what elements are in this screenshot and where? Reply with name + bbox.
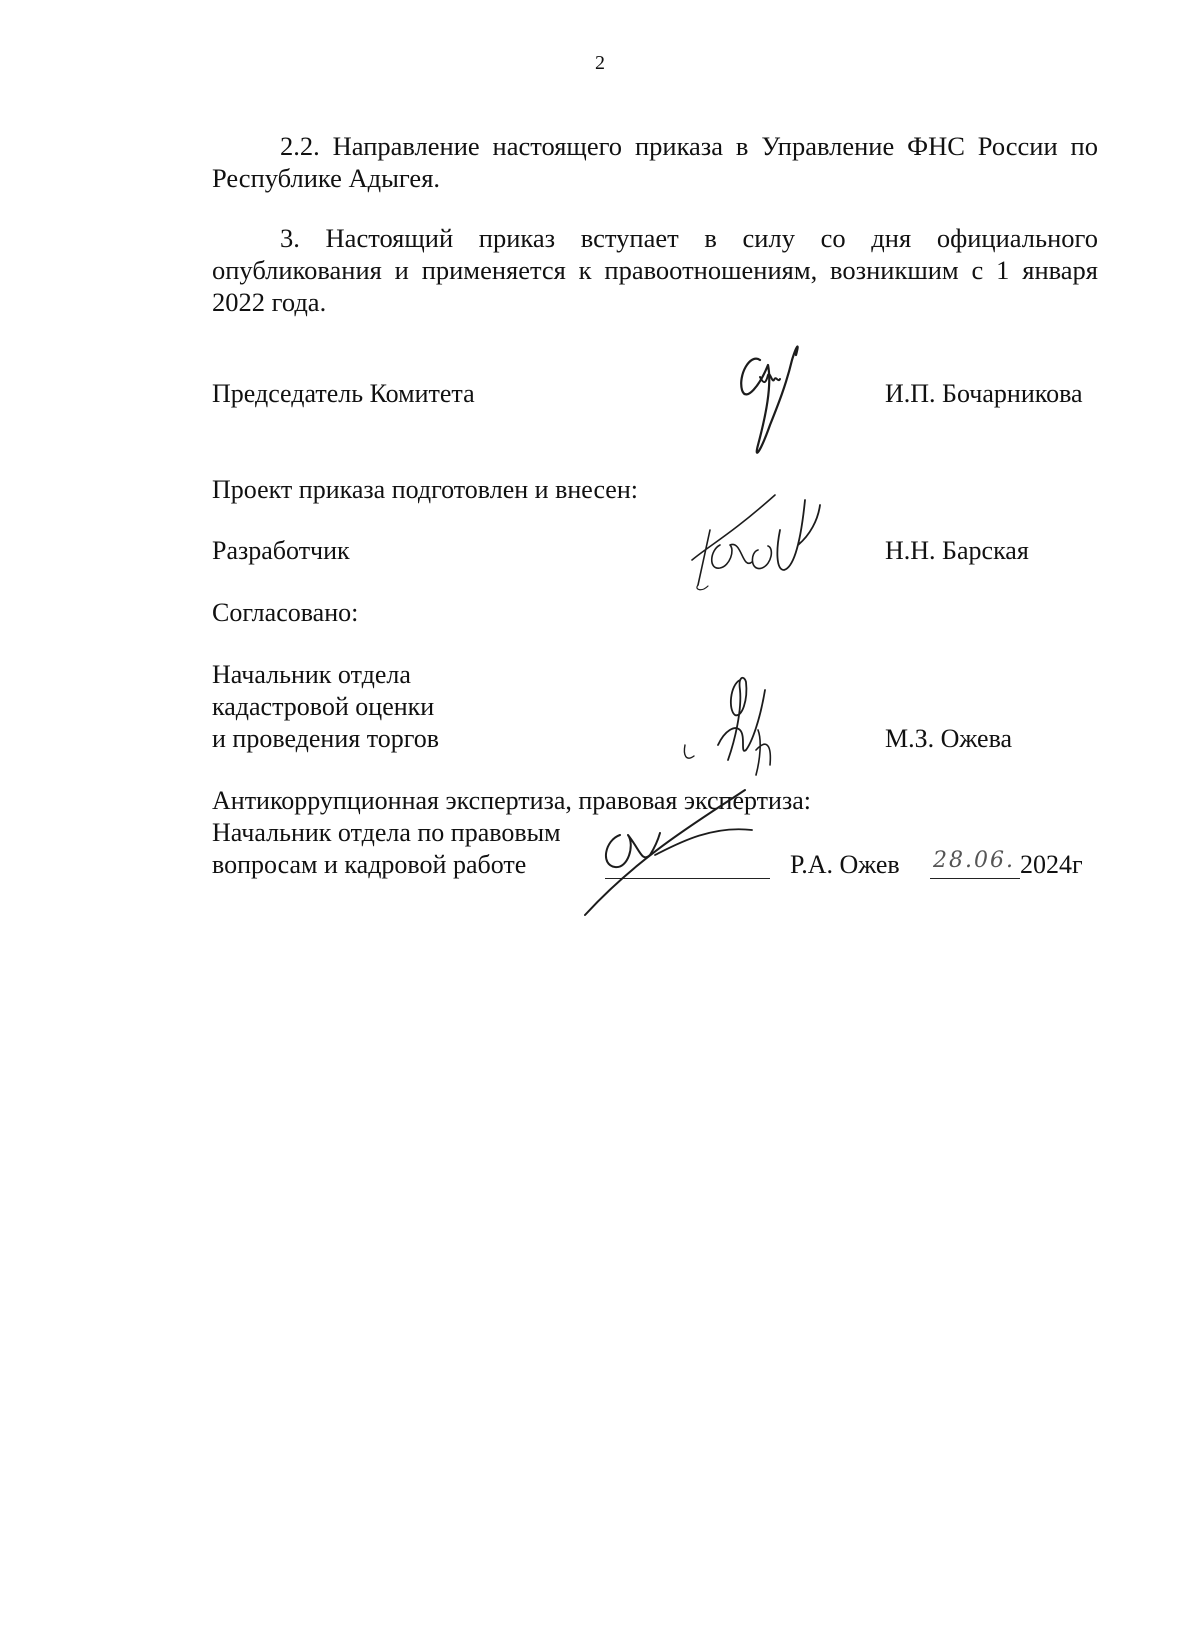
chairman-name: И.П. Бочарникова [885, 379, 1083, 408]
legal-title-line-1: Начальник отдела по правовым [212, 818, 561, 847]
date-line [930, 878, 1020, 879]
developer-signature [680, 490, 860, 600]
chairman-signature [720, 335, 830, 465]
paragraph-2-2: 2.2. Направление настоящего приказа в Управление ФНС России по Республике Адыгея. [212, 131, 1098, 193]
cadastral-signature [680, 670, 820, 785]
cadastral-title-line-1: Начальник отдела [212, 660, 411, 689]
legal-title-line-2: вопросам и кадровой работе [212, 850, 527, 879]
legal-signature [580, 785, 780, 925]
developer-name: Н.Н. Барская [885, 536, 1029, 565]
legal-date-handwritten: 28.06. [933, 848, 1015, 873]
prepared-heading: Проект приказа подготовлен и внесен: [212, 475, 638, 504]
page-number: 2 [595, 52, 605, 74]
legal-name: Р.А. Ожев [790, 850, 900, 879]
legal-date-year: 2024г [1020, 850, 1083, 879]
developer-title: Разработчик [212, 536, 350, 565]
expertise-heading: Антикоррупционная экспертиза, правовая экспертиза: [212, 786, 811, 815]
agreed-heading: Согласовано: [212, 598, 359, 627]
chairman-title: Председатель Комитета [212, 379, 475, 408]
cadastral-name: М.З. Ожева [885, 724, 1013, 753]
cadastral-title-line-2: кадастровой оценки [212, 692, 435, 721]
paragraph-3: 3. Настоящий приказ вступает в силу со дня официального опубликования и применяется к правоотношениям, возникшим с 1 января 2022 года. [212, 223, 1098, 317]
cadastral-title-line-3: и проведения торгов [212, 724, 440, 753]
